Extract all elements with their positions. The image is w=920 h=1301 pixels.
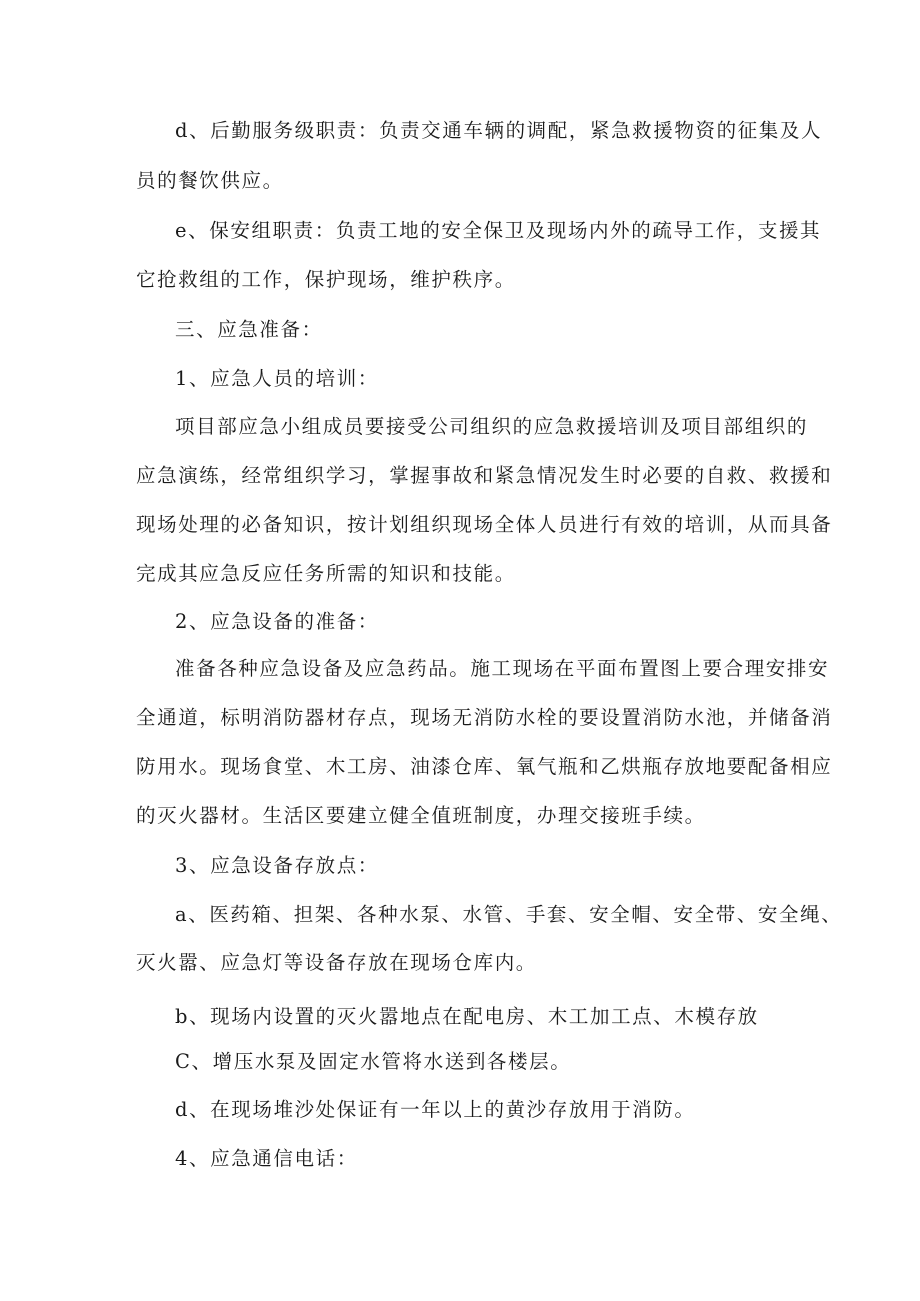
paragraph-equipment-line-4: 的灭火器材。生活区要建立健全值班制度，办理交接班手续。 (136, 804, 706, 827)
paragraph-storage-a-line-2: 灭火嚣、应急灯等设备存放在现场仓库内。 (136, 951, 537, 974)
paragraph-security-duty-line-2: 它抢救组的工作，保护现场，维护秩序。 (136, 268, 516, 291)
subheading-personnel-training: 1、应急人员的培训： (175, 367, 379, 390)
paragraph-logistics-duty-line-2: 员的餐饮供应。 (136, 169, 284, 192)
subheading-equipment-preparation: 2、应急设备的准备： (175, 610, 379, 633)
paragraph-training-line-1: 项目部应急小组成员要接受公司组织的应急救援培训及项目部组织的 (175, 415, 809, 438)
paragraph-storage-c: C、增压水泵及固定水管将水送到各楼层。 (175, 1050, 572, 1073)
paragraph-equipment-line-3: 防用水。现场食堂、木工房、油漆仓库、氧气瓶和乙烘瓶存放地要配备相应 (136, 755, 833, 778)
paragraph-storage-b: b、现场内设置的灭火嚣地点在配电房、木工加工点、木模存放 (175, 1005, 759, 1028)
subheading-emergency-phone: 4、应急通信电话： (175, 1147, 358, 1170)
paragraph-training-line-3: 现场处理的必备知识，按计划组织现场全体人员进行有效的培训，从而具备 (136, 513, 833, 536)
section-heading-emergency-preparation: 三、应急准备： (175, 318, 323, 341)
paragraph-security-duty-line-1: e、保安组职责：负责工地的安全保卫及现场内外的疏导工作，支援其 (175, 219, 822, 242)
paragraph-logistics-duty-line-1: d、后勤服务级职责：负责交通车辆的调配，紧急救援物资的征集及人 (175, 119, 823, 142)
subheading-equipment-storage: 3、应急设备存放点： (175, 854, 379, 877)
paragraph-equipment-line-1: 准备各种应急设备及应急药品。施工现场在平面布置图上要合理安排安 (175, 657, 830, 680)
paragraph-storage-a-line-1: a、医药箱、担架、各种水泵、水管、手套、安全帽、安全带、安全绳、 (175, 903, 843, 926)
paragraph-storage-d: d、在现场堆沙处保证有一年以上的黄沙存放用于消防。 (175, 1098, 696, 1121)
paragraph-equipment-line-2: 全通道，标明消防器材存点，现场无消防水栓的要设置消防水池，并储备消 (136, 706, 833, 729)
paragraph-training-line-4: 完成其应急反应任务所需的知识和技能。 (136, 562, 516, 585)
paragraph-training-line-2: 应急演练，经常组织学习，掌握事故和紧急情况发生时必要的自救、救援和 (136, 464, 833, 487)
